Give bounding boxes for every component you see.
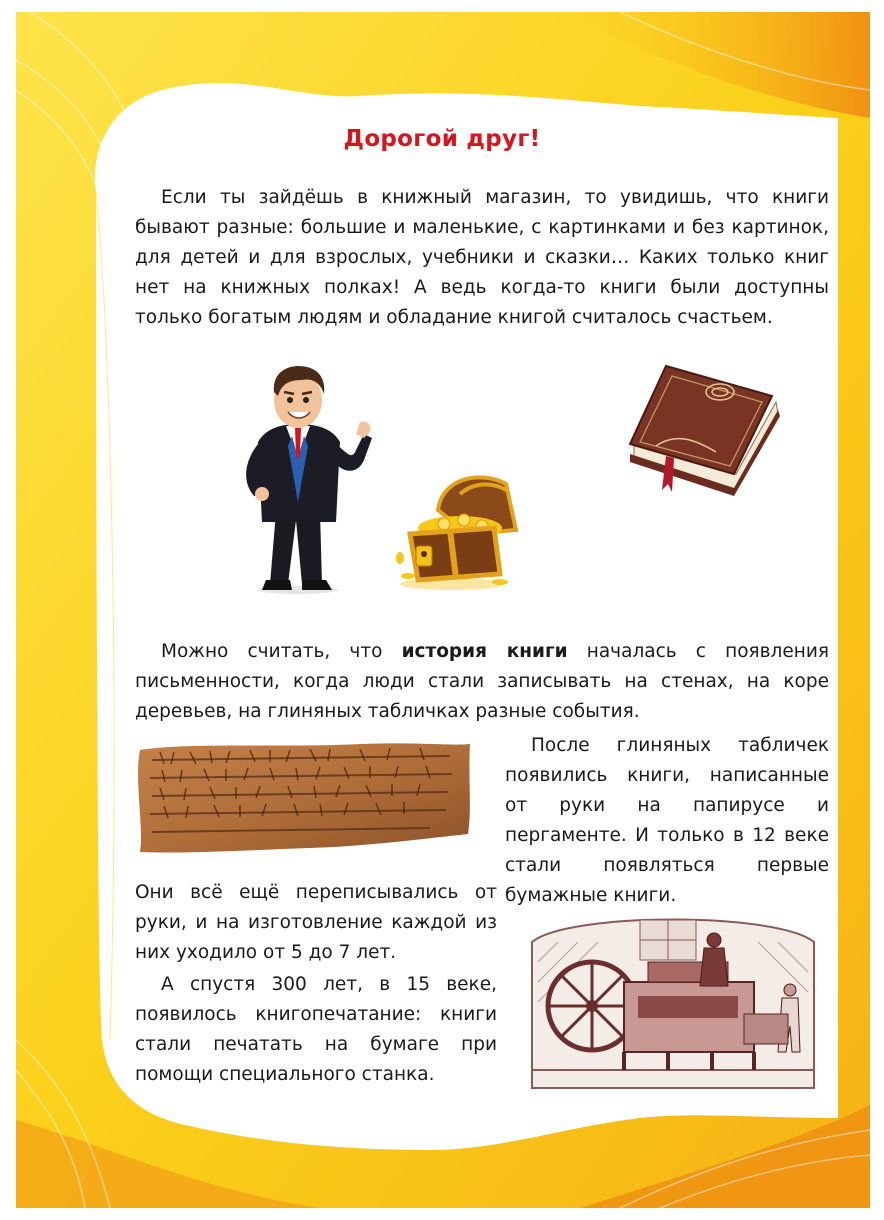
printing-text: А спустя 300 лет, в 15 веке, появилось книгопечатание: книги стали печатать на бумаге при помощи специального станка.: [135, 974, 497, 1085]
history-paragraph: [135, 637, 829, 727]
page-title: Дорогой друг!: [343, 126, 541, 152]
manuscript-paragraph: [135, 878, 497, 968]
papyrus-text: После глиняных табличек появились книги, написанные от руки на папирусе и пергаменте. И только в 12 веке стали появляться первые бумажные книги.: [505, 735, 829, 906]
history-text-start: Можно считать, что: [161, 641, 402, 662]
printing-paragraph: [135, 970, 497, 1090]
manuscript-text: Они всё ещё переписывались от руки, и на изготовление каждой из них уходило от 5 до 7 лет.: [135, 882, 497, 963]
old-book-icon: [626, 362, 782, 498]
history-term: история книги: [401, 641, 568, 662]
rich-man-icon: [236, 362, 376, 598]
intro-paragraph: [135, 183, 829, 333]
treasure-chest-icon: [390, 470, 522, 592]
printing-press-icon: [528, 902, 818, 1092]
birch-bark-icon: [130, 738, 476, 858]
history-text-end: началась с появления письменности, когда люди стали записывать на стенах, на коре деревьев, на глиняных табличках разные события.: [135, 641, 829, 722]
papyrus-paragraph: [505, 731, 829, 911]
intro-text: Если ты зайдёшь в книжный магазин, то увидишь, что книги бывают разные: большие и маленькие, с картинками и без картинок, для детей и для взрослых, учебники и сказки… Каких только книг нет на книжных полках! А ведь когда-то книги были доступны только богатым людям и обладание книгой считалось счастьем.: [135, 187, 829, 328]
